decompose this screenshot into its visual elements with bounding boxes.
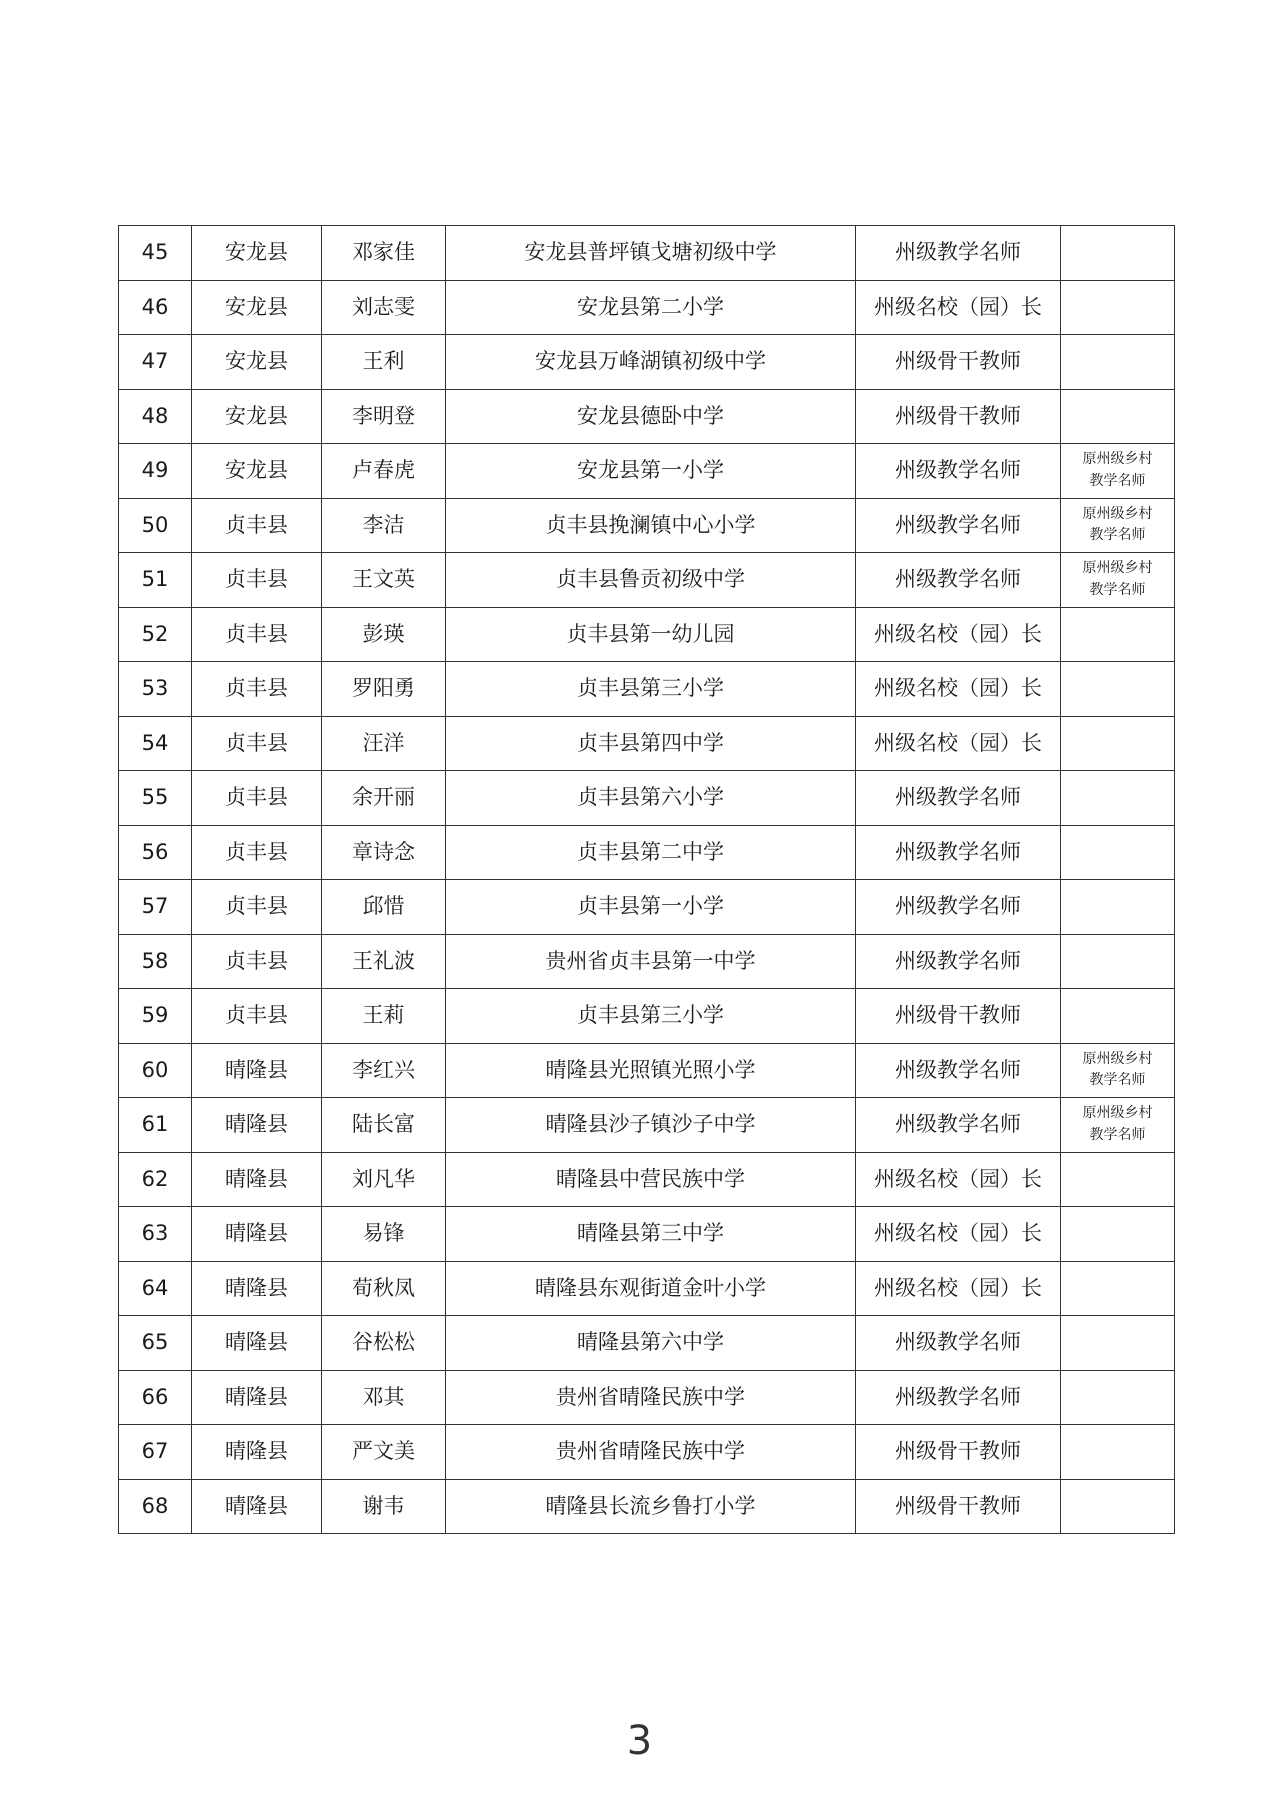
cell-county: 安龙县 — [192, 226, 322, 281]
cell-county: 安龙县 — [192, 389, 322, 444]
cell-note — [1061, 1479, 1175, 1534]
cell-title: 州级骨干教师 — [856, 1479, 1061, 1534]
cell-name: 彭瑛 — [322, 607, 446, 662]
cell-county: 贞丰县 — [192, 934, 322, 989]
cell-number: 65 — [119, 1316, 192, 1371]
cell-title: 州级名校（园）长 — [856, 716, 1061, 771]
cell-note — [1061, 771, 1175, 826]
cell-county: 晴隆县 — [192, 1425, 322, 1480]
cell-number: 68 — [119, 1479, 192, 1534]
cell-number: 45 — [119, 226, 192, 281]
cell-name: 王利 — [322, 335, 446, 390]
cell-note — [1061, 1098, 1175, 1153]
cell-county: 安龙县 — [192, 444, 322, 499]
cell-note — [1061, 880, 1175, 935]
cell-number: 56 — [119, 825, 192, 880]
cell-school: 安龙县第一小学 — [446, 444, 856, 499]
cell-title: 州级教学名师 — [856, 825, 1061, 880]
cell-title: 州级骨干教师 — [856, 1425, 1061, 1480]
cell-title: 州级骨干教师 — [856, 335, 1061, 390]
cell-school: 贞丰县第四中学 — [446, 716, 856, 771]
cell-school: 安龙县万峰湖镇初级中学 — [446, 335, 856, 390]
table-row — [119, 662, 1175, 717]
table-row — [119, 280, 1175, 335]
cell-title: 州级名校（园）长 — [856, 280, 1061, 335]
cell-number: 63 — [119, 1207, 192, 1262]
note-text: 原州级乡村教学名师 — [1082, 560, 1153, 598]
cell-county: 晴隆县 — [192, 1261, 322, 1316]
cell-school: 晴隆县光照镇光照小学 — [446, 1043, 856, 1098]
note-text: 原州级乡村教学名师 — [1082, 505, 1153, 544]
cell-note — [1061, 825, 1175, 880]
cell-school: 贞丰县第三小学 — [446, 989, 856, 1044]
cell-name: 罗阳勇 — [322, 662, 446, 717]
cell-school: 贞丰县鲁贡初级中学 — [446, 553, 856, 608]
cell-county: 晴隆县 — [192, 1098, 322, 1153]
cell-note — [1061, 989, 1175, 1044]
note-text: 原州级乡村教学名师 — [1082, 451, 1153, 489]
cell-number: 48 — [119, 389, 192, 444]
table-row — [119, 1425, 1175, 1480]
table-row — [119, 880, 1175, 935]
cell-name: 严文美 — [322, 1425, 446, 1480]
table-row — [119, 1316, 1175, 1371]
cell-title: 州级教学名师 — [856, 771, 1061, 826]
table-row — [119, 1152, 1175, 1207]
cell-name: 刘凡华 — [322, 1152, 446, 1207]
cell-title: 州级名校（园）长 — [856, 1207, 1061, 1262]
table-row — [119, 1370, 1175, 1425]
cell-number: 67 — [119, 1425, 192, 1480]
cell-number: 61 — [119, 1098, 192, 1153]
cell-title: 州级教学名师 — [856, 1043, 1061, 1098]
cell-county: 贞丰县 — [192, 880, 322, 935]
cell-school: 安龙县普坪镇戈塘初级中学 — [446, 226, 856, 281]
cell-note — [1061, 1316, 1175, 1371]
table-row — [119, 1261, 1175, 1316]
cell-note — [1061, 1261, 1175, 1316]
cell-school: 贞丰县第一幼儿园 — [446, 607, 856, 662]
cell-name: 余开丽 — [322, 771, 446, 826]
cell-number: 60 — [119, 1043, 192, 1098]
note-text: 原州级乡村教学名师 — [1082, 1050, 1153, 1089]
cell-county: 贞丰县 — [192, 607, 322, 662]
cell-county: 贞丰县 — [192, 989, 322, 1044]
cell-note — [1061, 444, 1175, 499]
cell-title: 州级教学名师 — [856, 1098, 1061, 1153]
cell-title: 州级名校（园）长 — [856, 1261, 1061, 1316]
cell-number: 57 — [119, 880, 192, 935]
cell-school: 贞丰县第一小学 — [446, 880, 856, 935]
cell-title: 州级教学名师 — [856, 498, 1061, 553]
cell-title: 州级教学名师 — [856, 880, 1061, 935]
cell-school: 贞丰县第六小学 — [446, 771, 856, 826]
cell-note — [1061, 716, 1175, 771]
page-number: 3 — [626, 1718, 653, 1764]
cell-school: 贵州省贞丰县第一中学 — [446, 934, 856, 989]
cell-school: 安龙县德卧中学 — [446, 389, 856, 444]
cell-school: 贵州省晴隆民族中学 — [446, 1370, 856, 1425]
cell-school: 贞丰县第三小学 — [446, 662, 856, 717]
cell-county: 贞丰县 — [192, 553, 322, 608]
cell-note — [1061, 553, 1175, 608]
cell-name: 王文英 — [322, 553, 446, 608]
cell-school: 安龙县第二小学 — [446, 280, 856, 335]
cell-note — [1061, 934, 1175, 989]
cell-county: 贞丰县 — [192, 662, 322, 717]
table-row — [119, 825, 1175, 880]
cell-county: 晴隆县 — [192, 1479, 322, 1534]
cell-title: 州级名校（园）长 — [856, 607, 1061, 662]
cell-note — [1061, 1370, 1175, 1425]
table-row — [119, 607, 1175, 662]
cell-title: 州级教学名师 — [856, 934, 1061, 989]
table-row — [119, 934, 1175, 989]
table-row — [119, 716, 1175, 771]
cell-note — [1061, 498, 1175, 553]
cell-name: 荀秋凤 — [322, 1261, 446, 1316]
cell-title: 州级名校（园）长 — [856, 1152, 1061, 1207]
cell-note — [1061, 1152, 1175, 1207]
cell-name: 邱惜 — [322, 880, 446, 935]
cell-title: 州级骨干教师 — [856, 989, 1061, 1044]
cell-school: 晴隆县长流乡鲁打小学 — [446, 1479, 856, 1534]
cell-name: 邓其 — [322, 1370, 446, 1425]
cell-county: 贞丰县 — [192, 825, 322, 880]
cell-note — [1061, 1043, 1175, 1098]
cell-name: 章诗念 — [322, 825, 446, 880]
cell-note — [1061, 280, 1175, 335]
cell-name: 卢春虎 — [322, 444, 446, 499]
table-row — [119, 1479, 1175, 1534]
cell-school: 晴隆县第三中学 — [446, 1207, 856, 1262]
cell-county: 贞丰县 — [192, 716, 322, 771]
cell-number: 55 — [119, 771, 192, 826]
cell-note — [1061, 389, 1175, 444]
table-row — [119, 1207, 1175, 1262]
cell-number: 64 — [119, 1261, 192, 1316]
cell-school: 晴隆县沙子镇沙子中学 — [446, 1098, 856, 1153]
cell-county: 晴隆县 — [192, 1152, 322, 1207]
cell-county: 安龙县 — [192, 335, 322, 390]
cell-number: 59 — [119, 989, 192, 1044]
table-row — [119, 389, 1175, 444]
table-row — [119, 498, 1175, 553]
cell-title: 州级教学名师 — [856, 444, 1061, 499]
cell-title: 州级教学名师 — [856, 226, 1061, 281]
cell-title: 州级教学名师 — [856, 1370, 1061, 1425]
cell-county: 贞丰县 — [192, 498, 322, 553]
cell-county: 安龙县 — [192, 280, 322, 335]
cell-name: 易锋 — [322, 1207, 446, 1262]
cell-number: 46 — [119, 280, 192, 335]
cell-name: 邓家佳 — [322, 226, 446, 281]
cell-school: 贞丰县挽澜镇中心小学 — [446, 498, 856, 553]
cell-note — [1061, 1207, 1175, 1262]
cell-county: 晴隆县 — [192, 1043, 322, 1098]
table-row — [119, 226, 1175, 281]
cell-note — [1061, 662, 1175, 717]
cell-number: 66 — [119, 1370, 192, 1425]
cell-name: 谷松松 — [322, 1316, 446, 1371]
cell-note — [1061, 1425, 1175, 1480]
cell-note — [1061, 607, 1175, 662]
table-row — [119, 553, 1175, 608]
cell-county: 晴隆县 — [192, 1370, 322, 1425]
cell-school: 贵州省晴隆民族中学 — [446, 1425, 856, 1480]
table-row — [119, 1098, 1175, 1153]
cell-name: 汪洋 — [322, 716, 446, 771]
table-row — [119, 444, 1175, 499]
cell-number: 58 — [119, 934, 192, 989]
cell-number: 50 — [119, 498, 192, 553]
cell-school: 晴隆县东观街道金叶小学 — [446, 1261, 856, 1316]
cell-name: 李明登 — [322, 389, 446, 444]
table-row — [119, 771, 1175, 826]
teacher-roster-table — [118, 225, 1175, 1534]
table-row — [119, 989, 1175, 1044]
table-row — [119, 1043, 1175, 1098]
cell-school: 晴隆县中营民族中学 — [446, 1152, 856, 1207]
cell-name: 王礼波 — [322, 934, 446, 989]
cell-number: 52 — [119, 607, 192, 662]
cell-county: 晴隆县 — [192, 1316, 322, 1371]
cell-name: 王莉 — [322, 989, 446, 1044]
cell-number: 51 — [119, 553, 192, 608]
cell-number: 47 — [119, 335, 192, 390]
cell-name: 刘志雯 — [322, 280, 446, 335]
cell-number: 49 — [119, 444, 192, 499]
cell-school: 晴隆县第六中学 — [446, 1316, 856, 1371]
cell-note — [1061, 226, 1175, 281]
roster-body — [119, 226, 1175, 1534]
cell-name: 陆长富 — [322, 1098, 446, 1153]
cell-title: 州级教学名师 — [856, 553, 1061, 608]
cell-number: 53 — [119, 662, 192, 717]
cell-county: 晴隆县 — [192, 1207, 322, 1262]
cell-note — [1061, 335, 1175, 390]
note-text: 原州级乡村教学名师 — [1082, 1105, 1153, 1143]
cell-name: 李洁 — [322, 498, 446, 553]
cell-title: 州级骨干教师 — [856, 389, 1061, 444]
cell-number: 54 — [119, 716, 192, 771]
cell-school: 贞丰县第二中学 — [446, 825, 856, 880]
cell-county: 贞丰县 — [192, 771, 322, 826]
cell-number: 62 — [119, 1152, 192, 1207]
cell-title: 州级名校（园）长 — [856, 662, 1061, 717]
table-row — [119, 335, 1175, 390]
cell-name: 谢韦 — [322, 1479, 446, 1534]
cell-name: 李红兴 — [322, 1043, 446, 1098]
cell-title: 州级教学名师 — [856, 1316, 1061, 1371]
